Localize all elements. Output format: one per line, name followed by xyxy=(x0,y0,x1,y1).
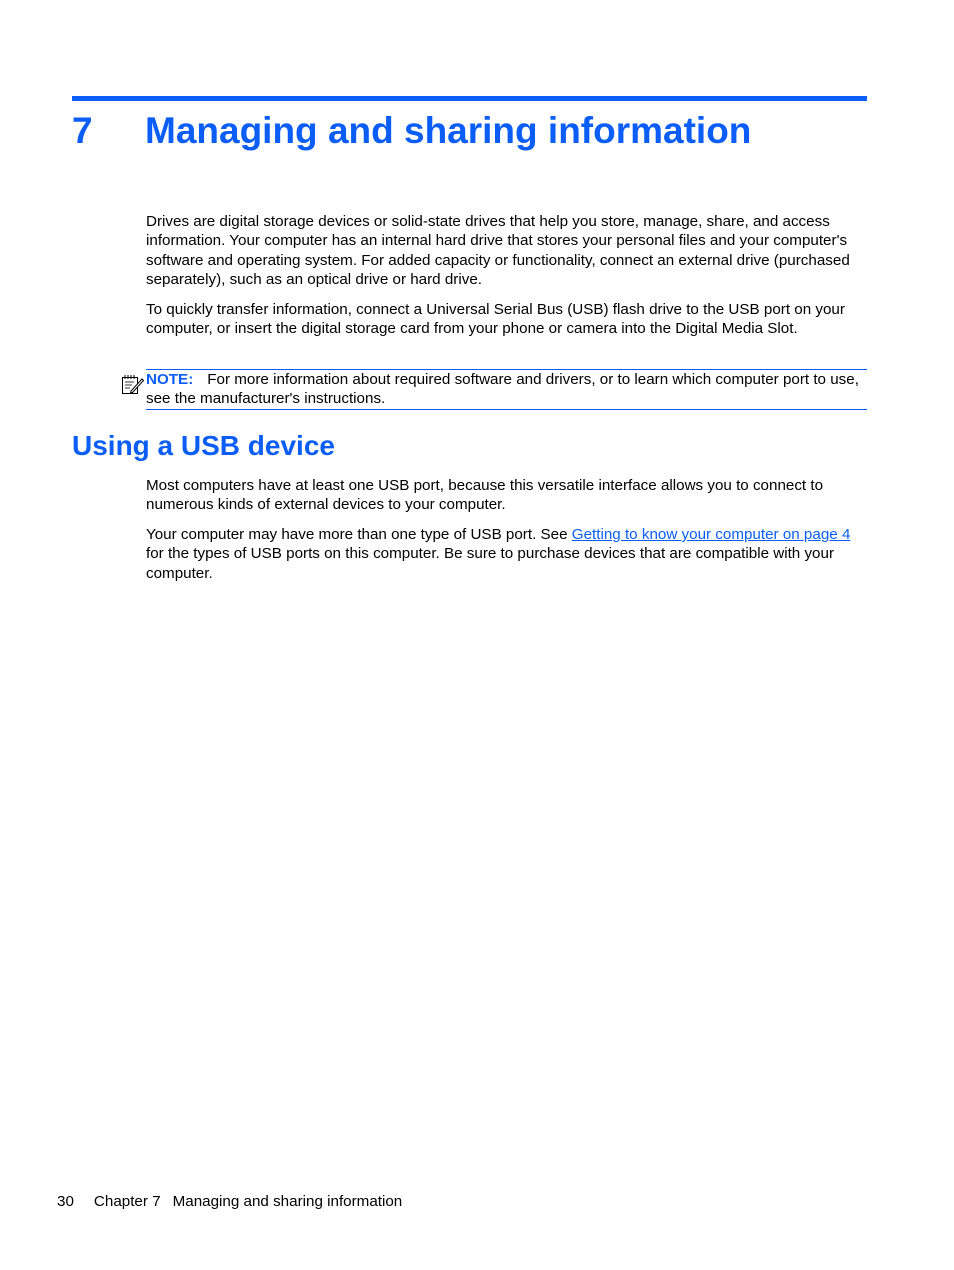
section-paragraph-2-before: Your computer may have more than one type of USB port. See xyxy=(146,526,572,543)
section-paragraph-2 xyxy=(146,525,870,583)
intro-paragraph-2: To quickly transfer information, connect a Universal Serial Bus (USB) flash drive to the USB port on your computer, or insert the digital storage card from your phone or camera into the Digital Media Slot. xyxy=(146,301,845,338)
chapter-heading xyxy=(72,106,867,156)
note-box xyxy=(146,369,867,410)
chapter-rule xyxy=(72,96,867,101)
footer-chapter-title: Managing and sharing information xyxy=(172,1193,403,1210)
page-footer xyxy=(57,1192,402,1212)
section-heading: Using a USB device xyxy=(72,430,335,461)
footer-page-number: 30 xyxy=(57,1193,74,1210)
note-text-block xyxy=(146,370,867,409)
section-paragraph-2-after: for the types of USB ports on this computer. Be sure to purchase devices that are compatible with your computer. xyxy=(146,545,835,582)
note-label: NOTE: xyxy=(146,371,194,388)
note-pencil-icon xyxy=(120,372,144,396)
note-text: For more information about required software and drivers, or to learn which computer port to use, see the manufacturer's instructions. xyxy=(146,371,859,408)
intro-paragraph-1: Drives are digital storage devices or solid-state drives that help you store, manage, share, and access information. Your computer has an internal hard drive that stores your personal files and your computer's software and operating system. For added capacity or functionality, connect an external drive (purchased separately), such as an optical drive or hard drive. xyxy=(146,213,850,289)
section-paragraph-1: Most computers have at least one USB port, because this versatile interface allows you to connect to numerous kinds of external devices to your computer. xyxy=(146,477,824,514)
chapter-title: Managing and sharing information xyxy=(145,110,752,151)
footer-chapter-label: Chapter 7 xyxy=(93,1193,161,1210)
getting-to-know-link[interactable]: Getting to know your computer on page 4 xyxy=(571,526,851,543)
chapter-number: 7 xyxy=(72,110,93,151)
